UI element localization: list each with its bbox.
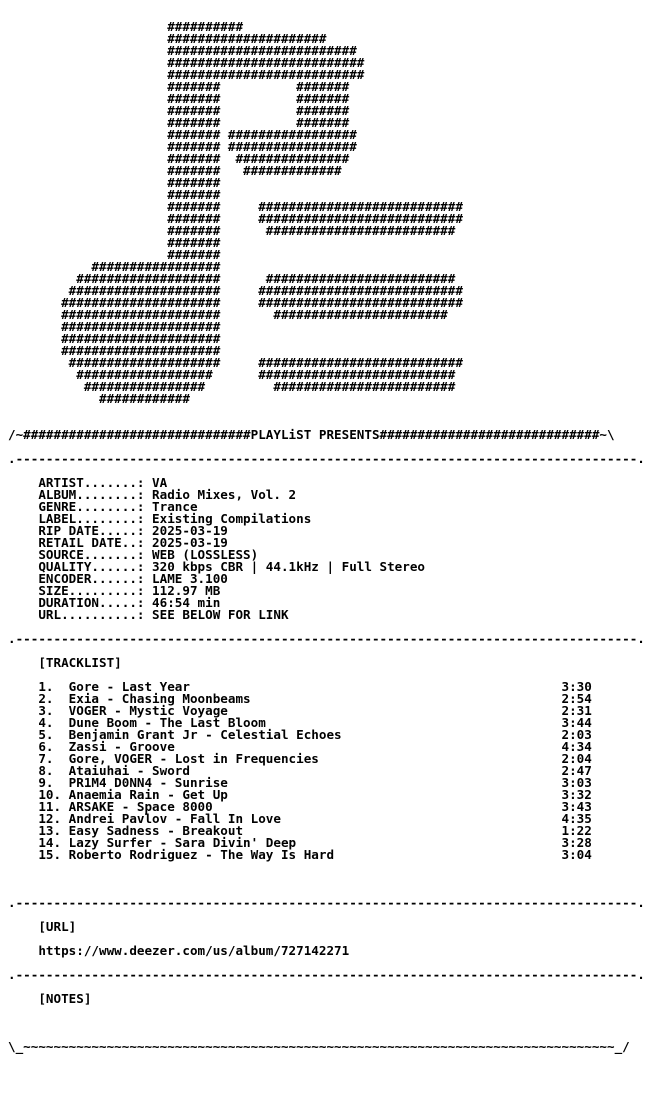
info-size: SIZE.........: 112.97 MB: [8, 583, 221, 598]
logo-line: ##################### ###########################: [8, 295, 463, 310]
track-row: 7. Gore, VOGER - Lost in Frequencies 2:04: [8, 751, 592, 766]
info-url: URL..........: SEE BELOW FOR LINK: [8, 607, 289, 622]
logo-line: #####################: [8, 343, 221, 358]
logo-line: #################### ###########################: [8, 283, 463, 298]
track-row: 3. VOGER - Mystic Voyage 2:31: [8, 703, 592, 718]
logo-line: #######: [8, 175, 221, 190]
logo-line: ####### #######: [8, 103, 350, 118]
info-artist: ARTIST.......: VA: [8, 475, 168, 490]
logo-line: #################### ###########################: [8, 355, 463, 370]
blank-line: [8, 1005, 645, 1017]
divider: .----------------------------------------------------------------------------------.: [8, 451, 645, 466]
logo-line: #########################: [8, 43, 357, 58]
logo-line: #####################: [8, 319, 221, 334]
logo-line: ##########: [8, 19, 244, 34]
blank-line: [8, 861, 645, 873]
logo-line: #######: [8, 187, 221, 202]
logo-line: ##########################: [8, 67, 365, 82]
logo-line: ####### #######: [8, 91, 350, 106]
track-row: 12. Andrei Pavlov - Fall In Love 4:35: [8, 811, 592, 826]
notes-heading: [NOTES]: [8, 991, 92, 1006]
logo-line: ####### #######: [8, 79, 350, 94]
logo-line: ####### #################: [8, 127, 357, 142]
info-retail-date: RETAIL DATE..: 2025-03-19: [8, 535, 228, 550]
logo-line: ####### #################: [8, 139, 357, 154]
track-row: 2. Exia - Chasing Moonbeams 2:54: [8, 691, 592, 706]
info-label: LABEL........: Existing Compilations: [8, 511, 312, 526]
logo-line: #####################: [8, 331, 221, 346]
blank-line: [8, 1017, 645, 1029]
track-row: 6. Zassi - Groove 4:34: [8, 739, 592, 754]
info-genre: GENRE........: Trance: [8, 499, 198, 514]
tracklist-heading: [TRACKLIST]: [8, 655, 122, 670]
logo-line: ################### #########################: [8, 271, 456, 286]
track-row: 4. Dune Boom - The Last Bloom 3:44: [8, 715, 592, 730]
blank-line: [8, 405, 645, 417]
info-duration: DURATION.....: 46:54 min: [8, 595, 221, 610]
logo-line: ############: [8, 391, 190, 406]
header-banner: /~##############################PLAYLiST PRESENTS#############################~\: [8, 427, 615, 442]
logo-line: #######: [8, 247, 221, 262]
divider: .----------------------------------------------------------------------------------.: [8, 631, 645, 646]
blank-line: [8, 873, 645, 885]
footer-banner: \_~~~~~~~~~~~~~~~~~~~~~~~~~~~~~~~~~~~~~~~~~~~~~~~~~~~~~~~~~~~~~~~~~~~~~~~~~~~~~~_/: [8, 1039, 630, 1054]
track-row: 1. Gore - Last Year 3:30: [8, 679, 592, 694]
track-row: 5. Benjamin Grant Jr - Celestial Echoes 2:03: [8, 727, 592, 742]
blank-line: [8, 981, 645, 993]
logo-line: #################: [8, 259, 221, 274]
album-url-link[interactable]: https://www.deezer.com/us/album/727142271: [8, 943, 350, 958]
info-source: SOURCE.......: WEB (LOSSLESS): [8, 547, 259, 562]
track-row: 10. Anaemia Rain - Get Up 3:32: [8, 787, 592, 802]
divider: .----------------------------------------------------------------------------------.: [8, 967, 645, 982]
blank-line: [8, 909, 645, 921]
track-row: 9. PR1M4 D0NN4 - Sunrise 3:03: [8, 775, 592, 790]
track-row: 11. ARSAKE - Space 8000 3:43: [8, 799, 592, 814]
logo-line: ####### #############: [8, 163, 342, 178]
info-encoder: ENCODER......: LAME 3.100: [8, 571, 228, 586]
logo-line: ################ ########################: [8, 379, 456, 394]
logo-line: ################## ##########################: [8, 367, 456, 382]
logo-line: ####### #########################: [8, 223, 456, 238]
nfo-document: [8, 21, 645, 1053]
info-rip-date: RIP DATE.....: 2025-03-19: [8, 523, 228, 538]
logo-line: ####### ###############: [8, 151, 350, 166]
logo-line: ##########################: [8, 55, 365, 70]
track-row: 8. Ataiuhai - Sword 2:47: [8, 763, 592, 778]
logo-line: ####### ###########################: [8, 199, 463, 214]
url-heading: [URL]: [8, 919, 77, 934]
info-quality: QUALITY......: 320 kbps CBR | 44.1kHz | Full Stereo: [8, 559, 426, 574]
track-row: 15. Roberto Rodriguez - The Way Is Hard 3:04: [8, 847, 592, 862]
divider: .----------------------------------------------------------------------------------.: [8, 895, 645, 910]
track-row: 13. Easy Sadness - Breakout 1:22: [8, 823, 592, 838]
logo-line: #######: [8, 235, 221, 250]
logo-line: ##################### #######################: [8, 307, 448, 322]
info-album: ALBUM........: Radio Mixes, Vol. 2: [8, 487, 297, 502]
logo-line: ####### #######: [8, 115, 350, 130]
logo-line: #####################: [8, 31, 327, 46]
track-row: 14. Lazy Surfer - Sara Divin' Deep 3:28: [8, 835, 592, 850]
logo-line: ####### ###########################: [8, 211, 463, 226]
